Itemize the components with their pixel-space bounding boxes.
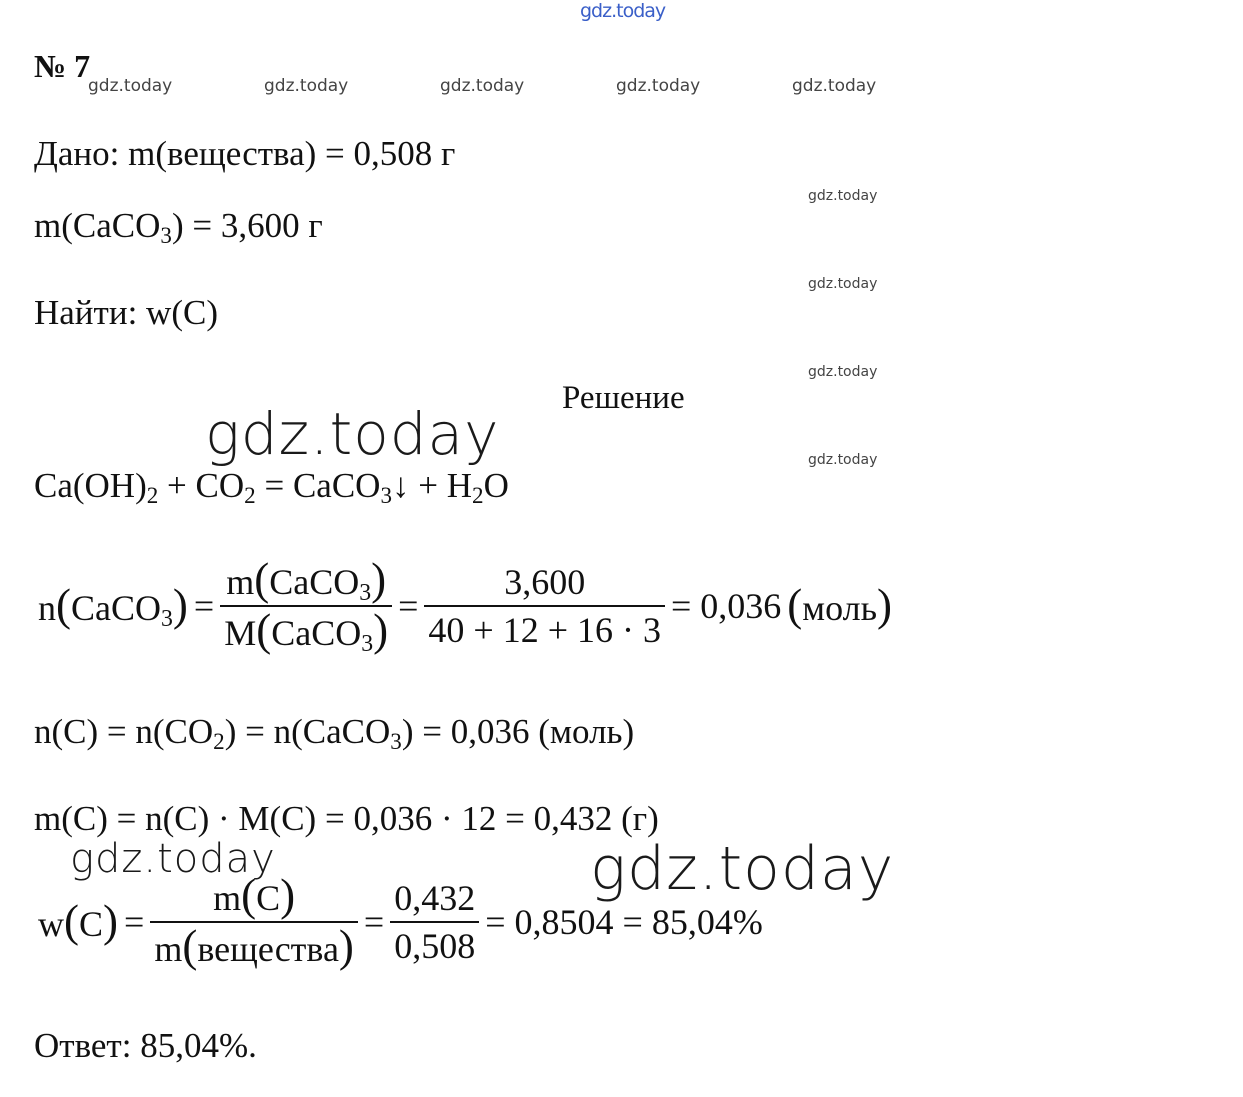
watermark-header-2: gdz.today xyxy=(264,76,349,96)
given-mass-substance: Дано: m(вещества) = 0,508 г xyxy=(34,134,456,173)
watermark-side-3: gdz.today xyxy=(808,364,878,380)
watermark-header-4: gdz.today xyxy=(616,76,701,96)
watermark-big-3: gdz.today xyxy=(590,834,895,904)
watermark-side-2: gdz.today xyxy=(808,276,878,292)
watermark-side-4: gdz.today xyxy=(808,452,878,468)
mass-carbon-line: m(C) = n(C) · M(C) = 0,036 · 12 = 0,432 (г) xyxy=(34,799,659,838)
watermark-side-1: gdz.today xyxy=(808,188,878,204)
answer-line: Ответ: 85,04%. xyxy=(34,1026,257,1065)
moles-carbon-line: $n(C) = n(CO_2)$ = n(CaCO$_3$) = 0,036 (моль) xyxy=(34,712,635,754)
formula-mass-fraction: w(C) = $\frac{m(C)}{\text{m(вещества)}}$ = $\frac{0,432}{0,508}$ = 0,8504 = 85,04% xyxy=(38,870,763,971)
fraction-mass-ratio: $\frac{m(C)}{\text{m(вещества)}}$ xyxy=(150,872,358,972)
watermark-big-1: gdz.today xyxy=(205,400,500,468)
solution-heading: Решение xyxy=(562,380,685,416)
problem-number: № 7 xyxy=(34,48,91,84)
watermark-top: gdz.today xyxy=(580,0,666,22)
reaction-equation: $Ca(OH)_2 + CO_2$ = CaCO$_3$↓ + $H_2O$ xyxy=(34,466,509,508)
given-mass-caco3: m(CaCO$_3$) = 3,600 г xyxy=(34,206,323,248)
fraction-mass-over-molar: $\frac{m(CaCO_3)}{M(CaCO_3)}$ xyxy=(220,556,392,656)
find-label: Найти: w(C) xyxy=(34,293,218,332)
fraction-mass-values: $\frac{0,432}{0,508}$ xyxy=(390,875,479,969)
fraction-values: $\frac{3,600}{40 + 12 + 16 \cdot 3}$ xyxy=(424,559,665,653)
formula-moles-caco3: n(CaCO$_3$) = $\frac{m(CaCO_3)}{M(CaCO_3)}$ = $\frac{3,600}{40 + 12 + 16 \cdot 3}$ = 0,036 (моль) xyxy=(38,554,892,657)
watermark-header-3: gdz.today xyxy=(440,76,525,96)
watermark-header-1: gdz.today xyxy=(88,76,173,96)
formula-w-lhs: w(C) xyxy=(38,895,119,946)
watermark-header-5: gdz.today xyxy=(792,76,877,96)
watermark-big-2: gdz.today xyxy=(70,836,276,882)
formula-n-lhs: n(CaCO$_3$) xyxy=(38,579,188,632)
